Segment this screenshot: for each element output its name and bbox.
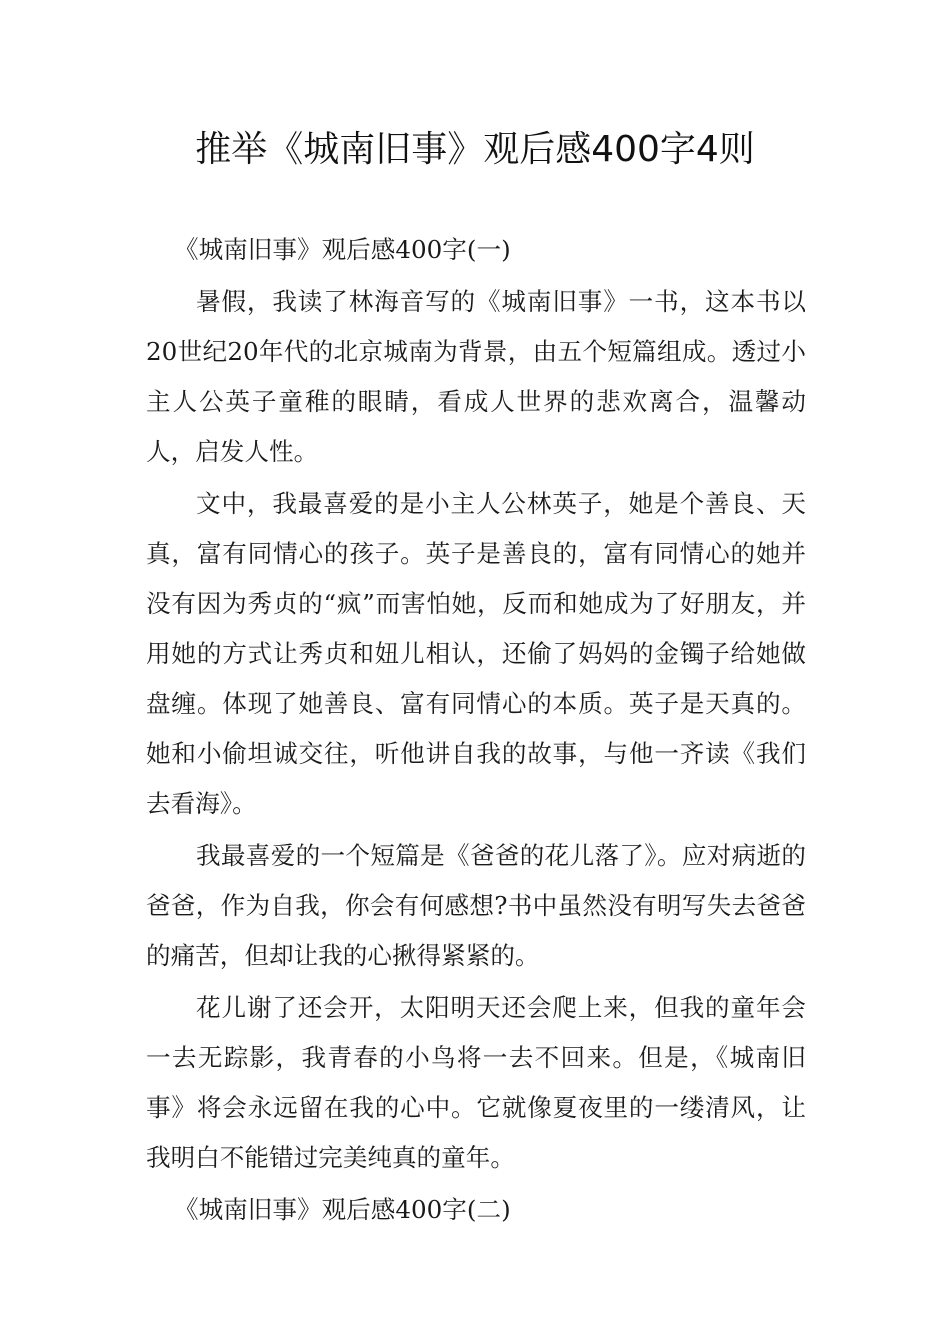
- paragraph-4: 花儿谢了还会开，太阳明天还会爬上来，但我的童年会一去无踪影，我青春的小鸟将一去不回来。但是，《城南旧事》将会永远留在我的心中。它就像夏夜里的一缕清风，让我明白不能错过完美纯真的童年。: [146, 993, 806, 1172]
- document-title: 推举《城南旧事》观后感400字4则: [195, 129, 755, 170]
- paragraph-2: 文中，我最喜爱的是小主人公林英子，她是个善良、天真，富有同情心的孩子。英子是善良的，富有同情心的她并没有因为秀贞的“疯”而害怕她，反而和她成为了好朋友，并用她的方式让秀贞和妞儿相认，还偷了妈妈的金镯子给她做盘缠。体现了她善良、富有同情心的本质。英子是天真的。她和小偷坦诚交往，听他讲自我的故事，与他一齐读《我们去看海》。: [146, 489, 806, 818]
- paragraph-1: 暑假，我读了林海音写的《城南旧事》一书，这本书以20世纪20年代的北京城南为背景，由五个短篇组成。透过小主人公英子童稚的眼睛，看成人世界的悲欢离合，温馨动人，启发人性。: [146, 287, 806, 466]
- document-body: [146, 225, 806, 1235]
- paragraph-3: 我最喜爱的一个短篇是《爸爸的花儿落了》。应对病逝的爸爸，作为自我，你会有何感想?书中虽然没有明写失去爸爸的痛苦，但却让我的心揪得紧紧的。: [146, 841, 806, 970]
- section-heading-2: 《城南旧事》观后感400字(二): [174, 1195, 511, 1224]
- section-heading-1: 《城南旧事》观后感400字(一): [174, 235, 511, 264]
